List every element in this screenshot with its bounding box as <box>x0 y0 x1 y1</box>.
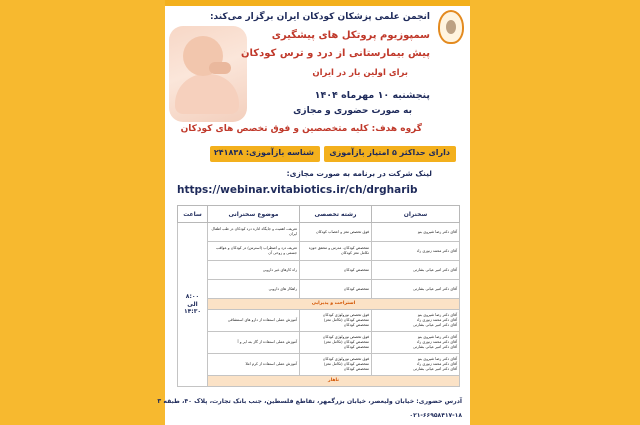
phone-number: ۰۲۱-۶۶۹۵۸۴۱۷-۱۸ <box>409 412 462 419</box>
header-topic: موضوع سخنرانی <box>208 206 300 223</box>
field-name: متخصص کودکان <box>343 366 369 371</box>
header-time: ساعت <box>178 206 208 223</box>
speaker-name: آقای دکتر محمد زنوری راد <box>416 318 457 323</box>
title-line-2: پیش بیمارستانی از درد و ترس کودکان <box>241 48 430 59</box>
speaker-cell <box>372 354 460 376</box>
event-mode: به صورت حضوری و مجازی <box>293 106 412 116</box>
speaker-cell <box>372 332 460 354</box>
field-name: متخصص کودکان <box>343 322 369 327</box>
field-cell <box>300 332 372 354</box>
title-line-3: برای اولین بار در ایران <box>312 68 408 78</box>
topic-cell: راه کارهای غیر دارویی <box>208 261 300 280</box>
webinar-link[interactable]: https://webinar.vitabiotics.ir/ch/drgharib <box>177 184 418 196</box>
topic-cell: تعریف، اهمیت و جایگاه اداره درد کودکان در طب اطفال ایران <box>208 223 300 242</box>
credit-id-text: شناسه بازآموزی: ۲۴۱۸۳۸ <box>213 148 314 157</box>
speaker-cell: آقای دکتر امیر عیانی بشارتی <box>372 280 460 299</box>
baby-photo <box>169 26 247 122</box>
credit-text: دارای حداکثر ۵ امتیاز بازآموزی <box>329 148 450 157</box>
title-line-1: سمپوزیوم پروتکل های پیشگیری <box>271 30 430 41</box>
topic-cell: آموزش عملی استفاده از دارو های استنشاقی <box>208 310 300 332</box>
organizer-line: انجمن علمی پزشکان کودکان ایران برگزار می‌کند: <box>209 12 430 22</box>
lunch-row <box>178 376 460 387</box>
field-name: فوق تخصص نورولوژی کودکان <box>322 357 369 362</box>
field-name: متخصص کودکان <box>343 344 369 349</box>
field-cell <box>300 310 372 332</box>
speaker-name: آقای دکتر محمد زنوری راد <box>416 340 457 345</box>
table-row <box>178 261 460 280</box>
event-poster <box>157 0 470 425</box>
field-name: متخصص کودکان (تکامل مغز) <box>323 362 369 367</box>
speaker-name: آقای دکتر رضا شیروی بنو <box>417 313 457 318</box>
field-cell: فوق تخصص مغز و اعصاب کودکان <box>300 223 372 242</box>
topic-cell: آموزش عملی استفاده از گاز بته ایر و آ <box>208 332 300 354</box>
target-group: گروه هدف: کلیه متخصصین و فوق تخصص های کودکان <box>180 124 422 134</box>
table-row <box>178 223 460 242</box>
break-label: استراحت و پذیرایی <box>208 299 460 310</box>
table-header-row <box>178 206 460 223</box>
credit-box <box>324 146 456 162</box>
speaker-name: آقای دکتر امیر عیانی بشارتی <box>412 366 457 371</box>
speaker-name: آقای دکتر رضا شیروی بنو <box>417 335 457 340</box>
header-field: رشته تخصصی <box>300 206 372 223</box>
field-cell: متخصص کودکان <box>300 280 372 299</box>
field-name: متخصص کودکان (تکامل مغز) <box>323 340 369 345</box>
field-name: متخصص کودکان (تکامل مغز) <box>323 318 369 323</box>
field-cell <box>300 354 372 376</box>
event-date: پنجشنبه ۱۰ مهرماه ۱۴۰۴ <box>314 90 430 101</box>
field-name: فوق تخصص نورولوژی کودکان <box>322 313 369 318</box>
table-row <box>178 280 460 299</box>
workshop-row <box>178 332 460 354</box>
topic-cell: تعریف درد و اضطراب (استرس) در کودکان و عواقب جسمی و روحی آن <box>208 242 300 261</box>
speaker-cell: آقای دکتر رضا شیروی بنو <box>372 223 460 242</box>
speaker-name: آقای دکتر امیر عیانی بشارتی <box>412 322 457 327</box>
top-color-band <box>165 0 470 6</box>
lunch-label: ناهار <box>208 376 460 387</box>
table-row <box>178 242 460 261</box>
break-row <box>178 299 460 310</box>
program-table <box>177 205 460 387</box>
speaker-cell: آقای دکتر امیر عیانی بشارتی <box>372 261 460 280</box>
workshop-row <box>178 310 460 332</box>
field-name: فوق تخصص نورولوژی کودکان <box>322 335 369 340</box>
speaker-cell: آقای دکتر محمد زنوری راد <box>372 242 460 261</box>
field-cell: متخصص کودکان <box>300 261 372 280</box>
speaker-name: آقای دکتر محمد زنوری راد <box>416 362 457 367</box>
topic-cell: راهکار های دارویی <box>208 280 300 299</box>
time-cell: ۸:۰۰ الی ۱۴:۳۰ <box>178 223 208 387</box>
association-logo <box>438 10 464 44</box>
link-heading: لینک شرکت در برنامه به صورت مجازی: <box>286 169 432 178</box>
header-speaker: سخنران <box>372 206 460 223</box>
credit-id-box <box>210 146 320 162</box>
speaker-name: آقای دکتر امیر عیانی بشارتی <box>412 344 457 349</box>
workshop-row <box>178 354 460 376</box>
speaker-cell <box>372 310 460 332</box>
speaker-name: آقای دکتر رضا شیروی بنو <box>417 357 457 362</box>
topic-cell: آموزش عملی استفاده از کرم املا <box>208 354 300 376</box>
venue-address: آدرس حضوری: خیابان ولیعصر، خیابان بزرگمهر، تقاطع فلسطین، جنب بانک تجارت، پلاک ۴۰، طبقه ۳ <box>157 398 462 405</box>
field-cell: متخصص کودکان، مدرس و محقق حوزه تکامل مغز کودکان <box>300 242 372 261</box>
